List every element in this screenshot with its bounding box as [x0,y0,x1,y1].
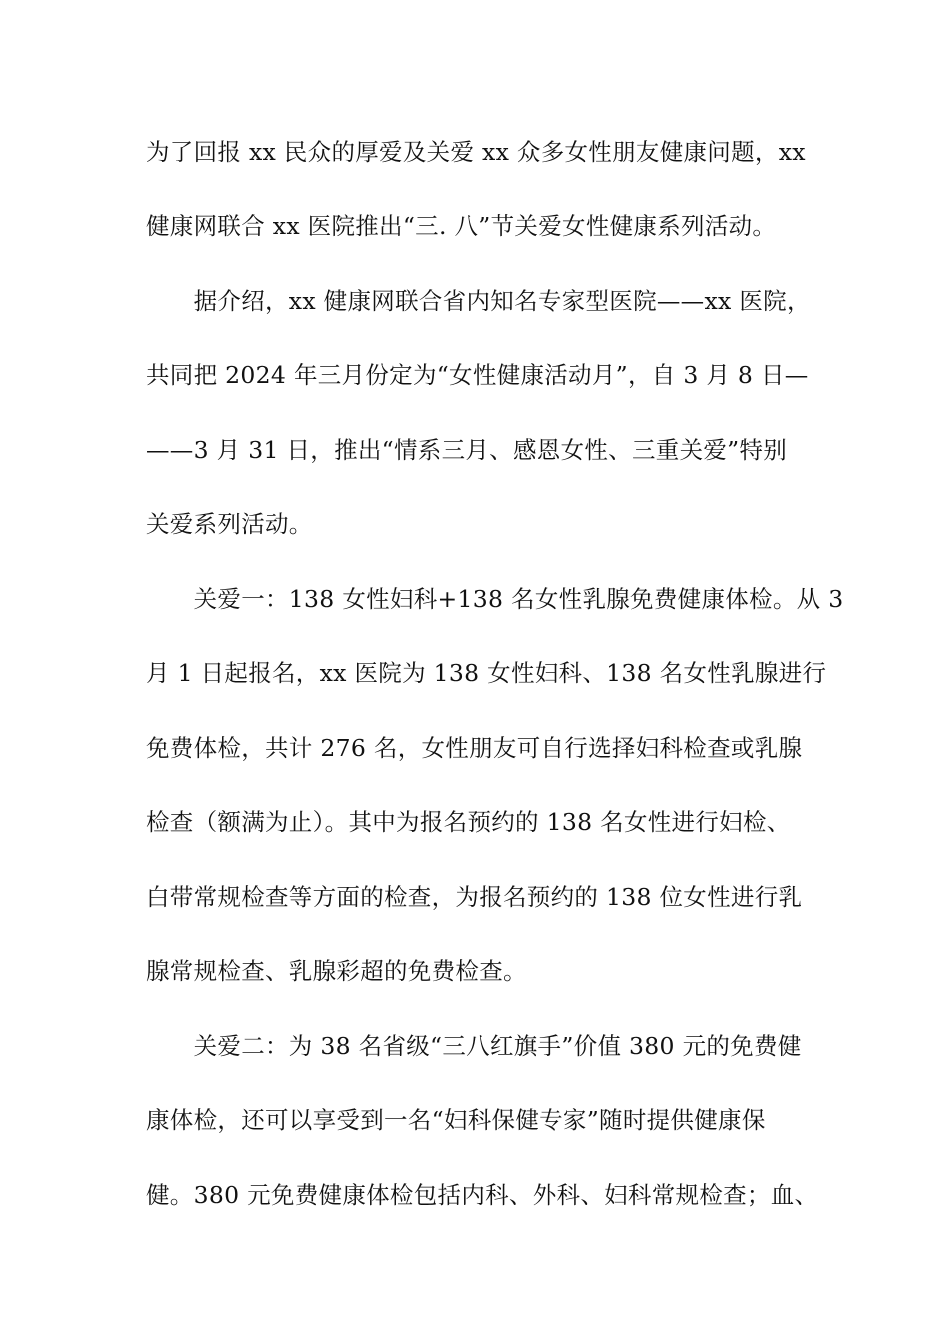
text-line: 据介绍，xx 健康网联合省内知名专家型医院——xx 医院， [146,287,811,315]
text-line: 关爱一：138 女性妇科+138 名女性乳腺免费健康体检。从 3 [146,585,844,613]
text-line: 检查（额满为止）。其中为报名预约的 138 名女性进行妇检、 [146,808,791,836]
text-line: ——3 月 31 日，推出“情系三月、感恩女性、三重关爱”特别 [146,436,788,464]
text-line: 关爱系列活动。 [146,510,313,538]
text-line: 关爱二：为 38 名省级“三八红旗手”价值 380 元的免费健 [146,1032,802,1060]
text-line: 月 1 日起报名，xx 医院为 138 女性妇科、138 名女性乳腺进行 [146,659,827,687]
text-line: 健康网联合 xx 医院推出“三. 八”节关爱女性健康系列活动。 [146,212,777,240]
text-line: 白带常规检查等方面的检查，为报名预约的 138 位女性进行乳 [146,883,803,911]
text-line: 腺常规检查、乳腺彩超的免费检查。 [146,957,527,985]
text-line: 为了回报 xx 民众的厚爱及关爱 xx 众多女性朋友健康问题，xx [146,138,806,166]
text-line: 共同把 2024 年三月份定为“女性健康活动月”，自 3 月 8 日— [146,361,809,389]
text-line: 康体检，还可以享受到一名“妇科保健专家”随时提供健康保 [146,1106,766,1134]
text-line: 免费体检，共计 276 名，女性朋友可自行选择妇科检查或乳腺 [146,734,803,762]
text-line: 健。380 元免费健康体检包括内科、外科、妇科常规检查；血、 [146,1181,819,1209]
